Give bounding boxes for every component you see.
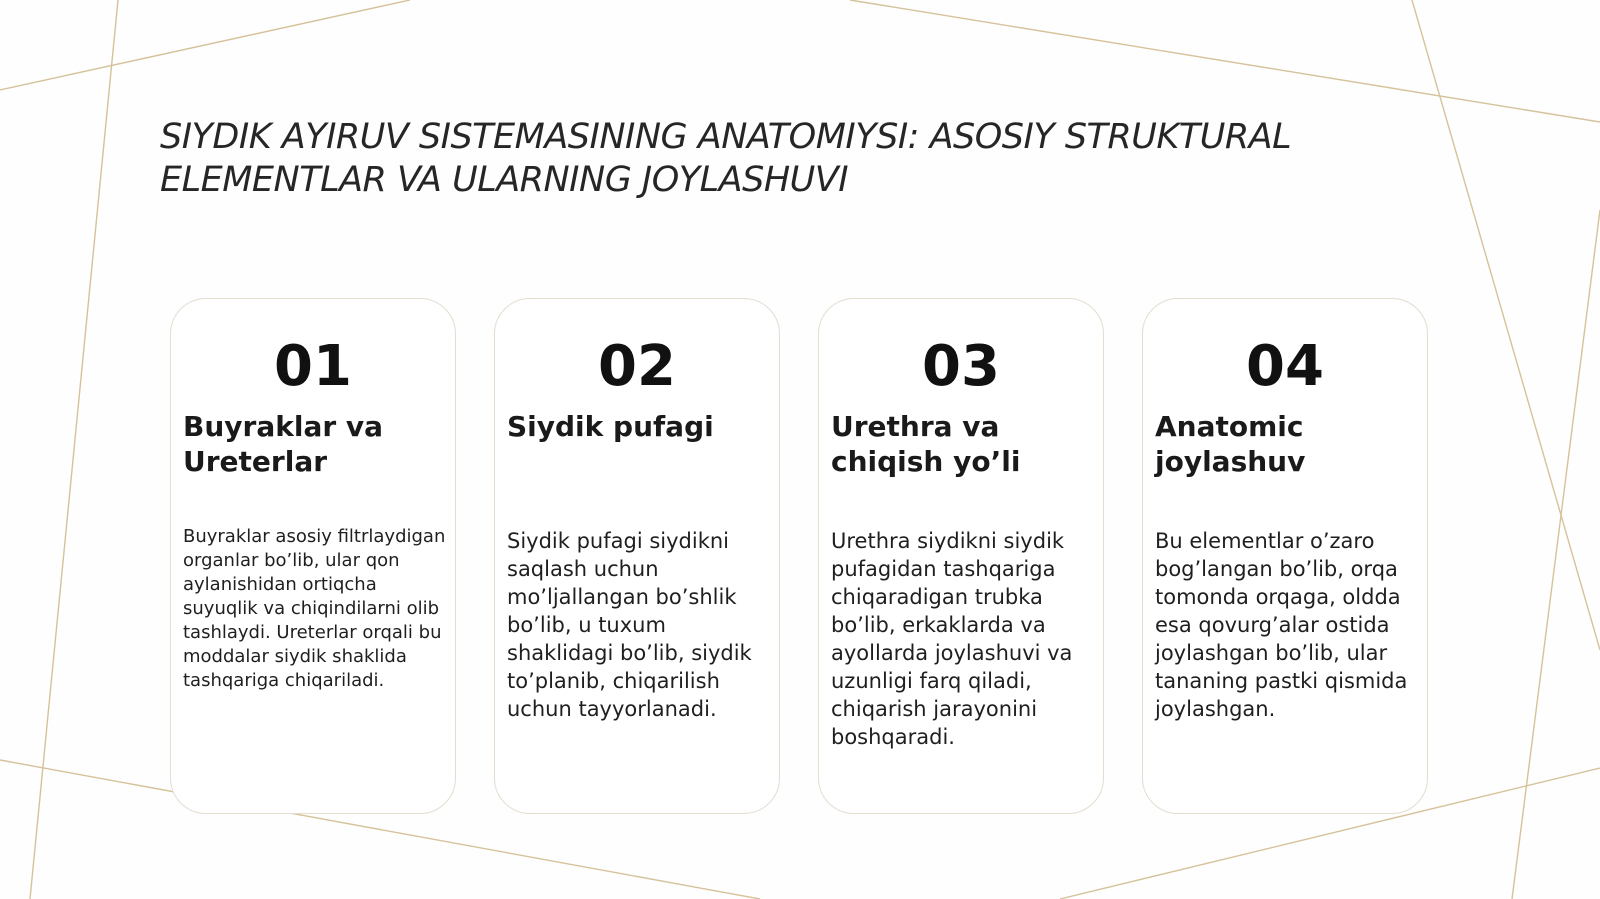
card-number: 01 [274, 334, 352, 399]
card-heading: Anatomic joylashuv [1155, 410, 1306, 478]
card-number: 02 [598, 334, 676, 399]
card-heading: Urethra va chiqish yo’li [831, 410, 1021, 478]
card-anatomic-joylashuv [1142, 298, 1428, 814]
card-number: 04 [1246, 334, 1324, 399]
card-siydik-pufagi [494, 298, 780, 814]
card-heading: Siydik pufagi [507, 410, 714, 443]
card-text: Bu elementlar o’zaro bog’langan bo’lib, orqa tomonda orqaga, oldda esa qovurg’alar ostida joylashgan bo’lib, ular tananing pastki qismida joylashgan. [1155, 529, 1408, 721]
slide-title: SIYDIK AYIRUV SISTEMASINING ANATOMIYSI: ASOSIY STRUKTURAL ELEMENTLAR VA ULARNING JOYLASHUVI [160, 117, 1292, 200]
card-urethra [818, 298, 1104, 814]
card-text: Urethra siydikni siydik pufagidan tashqariga chiqaradigan trubka bo’lib, erkaklarda va ayollarda joylashuvi va uzunligi farq qiladi, chiqarish jarayonini boshqaradi. [831, 529, 1073, 749]
card-text: Siydik pufagi siydikni saqlash uchun mo’ljallangan bo’shlik bo’lib, u tuxum shaklidagi bo’lib, siydik to’planib, chiqarilish uchun tayyorlanadi. [507, 529, 752, 721]
card-text: Buyraklar asosiy filtrlaydigan organlar bo’lib, ular qon aylanishidan ortiqcha suyuqlik va chiqindilarni olib tashlaydi. Ureterlar orqali bu moddalar siydik shaklida tashqariga chiqariladi. [183, 526, 446, 691]
card-buyraklar [170, 298, 456, 814]
card-number: 03 [922, 334, 1000, 399]
card-heading: Buyraklar va Ureterlar [183, 410, 384, 478]
